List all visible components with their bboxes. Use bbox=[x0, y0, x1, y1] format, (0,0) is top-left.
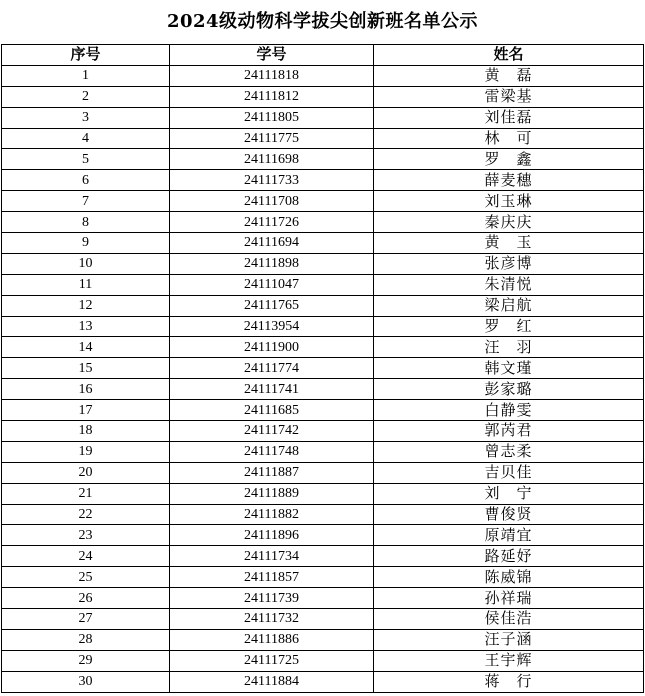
cell-name: 刘佳磊 bbox=[374, 107, 644, 128]
cell-student-id: 24111805 bbox=[170, 107, 374, 128]
cell-number: 5 bbox=[2, 149, 170, 170]
table-row bbox=[2, 671, 644, 692]
table-row bbox=[2, 629, 644, 650]
document-title: 2024级动物科学拔尖创新班名单公示 bbox=[166, 11, 479, 32]
cell-name: 彭家璐 bbox=[374, 379, 644, 400]
cell-number: 29 bbox=[2, 650, 170, 671]
cell-student-id: 24111047 bbox=[170, 274, 374, 295]
cell-number: 21 bbox=[2, 483, 170, 504]
table-row bbox=[2, 233, 644, 254]
table-row bbox=[2, 462, 644, 483]
cell-number: 22 bbox=[2, 504, 170, 525]
cell-name: 原靖宜 bbox=[374, 525, 644, 546]
table-row bbox=[2, 65, 644, 86]
cell-number: 15 bbox=[2, 358, 170, 379]
cell-number: 18 bbox=[2, 421, 170, 442]
cell-name: 梁启航 bbox=[374, 295, 644, 316]
table-row bbox=[2, 295, 644, 316]
cell-number: 10 bbox=[2, 253, 170, 274]
cell-number: 3 bbox=[2, 107, 170, 128]
cell-student-id: 24111900 bbox=[170, 337, 374, 358]
table-row bbox=[2, 379, 644, 400]
cell-name: 黄 磊 bbox=[374, 65, 644, 86]
cell-number: 27 bbox=[2, 609, 170, 630]
cell-number: 24 bbox=[2, 546, 170, 567]
cell-number: 1 bbox=[2, 65, 170, 86]
cell-number: 7 bbox=[2, 191, 170, 212]
cell-student-id: 24111734 bbox=[170, 546, 374, 567]
cell-name: 黄 玉 bbox=[374, 233, 644, 254]
cell-student-id: 24111774 bbox=[170, 358, 374, 379]
cell-student-id: 24111889 bbox=[170, 483, 374, 504]
cell-student-id: 24111818 bbox=[170, 65, 374, 86]
cell-name: 蒋 行 bbox=[374, 671, 644, 692]
cell-name: 林 可 bbox=[374, 128, 644, 149]
cell-name: 吉贝佳 bbox=[374, 462, 644, 483]
cell-student-id: 24111698 bbox=[170, 149, 374, 170]
table-row bbox=[2, 483, 644, 504]
cell-number: 26 bbox=[2, 588, 170, 609]
cell-number: 30 bbox=[2, 671, 170, 692]
cell-student-id: 24111884 bbox=[170, 671, 374, 692]
cell-name: 韩文瑾 bbox=[374, 358, 644, 379]
table-row bbox=[2, 86, 644, 107]
cell-number: 28 bbox=[2, 629, 170, 650]
cell-number: 19 bbox=[2, 441, 170, 462]
table-row bbox=[2, 421, 644, 442]
cell-student-id: 24111741 bbox=[170, 379, 374, 400]
cell-name: 张彦博 bbox=[374, 253, 644, 274]
cell-student-id: 24111732 bbox=[170, 609, 374, 630]
cell-student-id: 24111886 bbox=[170, 629, 374, 650]
cell-student-id: 24111882 bbox=[170, 504, 374, 525]
table-row bbox=[2, 609, 644, 630]
cell-student-id: 24111725 bbox=[170, 650, 374, 671]
roster-table-body bbox=[2, 65, 644, 692]
table-row bbox=[2, 212, 644, 233]
table-row bbox=[2, 650, 644, 671]
cell-student-id: 24113954 bbox=[170, 316, 374, 337]
cell-name: 汪 羽 bbox=[374, 337, 644, 358]
table-row bbox=[2, 316, 644, 337]
cell-number: 6 bbox=[2, 170, 170, 191]
cell-name: 孙祥瑞 bbox=[374, 588, 644, 609]
cell-number: 9 bbox=[2, 233, 170, 254]
table-row bbox=[2, 441, 644, 462]
table-row bbox=[2, 525, 644, 546]
cell-name: 路延妤 bbox=[374, 546, 644, 567]
cell-student-id: 24111857 bbox=[170, 567, 374, 588]
table-row bbox=[2, 253, 644, 274]
table-row bbox=[2, 546, 644, 567]
cell-name: 刘玉琳 bbox=[374, 191, 644, 212]
table-row bbox=[2, 358, 644, 379]
cell-name: 秦庆庆 bbox=[374, 212, 644, 233]
cell-name: 薛麦穗 bbox=[374, 170, 644, 191]
table-row bbox=[2, 107, 644, 128]
table-row bbox=[2, 567, 644, 588]
cell-number: 8 bbox=[2, 212, 170, 233]
cell-name: 陈威锦 bbox=[374, 567, 644, 588]
cell-name: 汪子涵 bbox=[374, 629, 644, 650]
cell-number: 13 bbox=[2, 316, 170, 337]
cell-student-id: 24111887 bbox=[170, 462, 374, 483]
table-row bbox=[2, 504, 644, 525]
roster-table bbox=[1, 44, 644, 693]
table-row bbox=[2, 170, 644, 191]
cell-number: 16 bbox=[2, 379, 170, 400]
cell-number: 20 bbox=[2, 462, 170, 483]
cell-name: 朱清悦 bbox=[374, 274, 644, 295]
cell-number: 12 bbox=[2, 295, 170, 316]
cell-student-id: 24111726 bbox=[170, 212, 374, 233]
cell-name: 侯佳浩 bbox=[374, 609, 644, 630]
table-row bbox=[2, 337, 644, 358]
table-row bbox=[2, 588, 644, 609]
table-row bbox=[2, 274, 644, 295]
cell-student-id: 24111765 bbox=[170, 295, 374, 316]
cell-number: 2 bbox=[2, 86, 170, 107]
cell-name: 雷梁基 bbox=[374, 86, 644, 107]
cell-name: 白静雯 bbox=[374, 400, 644, 421]
cell-student-id: 24111812 bbox=[170, 86, 374, 107]
cell-number: 23 bbox=[2, 525, 170, 546]
cell-student-id: 24111685 bbox=[170, 400, 374, 421]
cell-student-id: 24111748 bbox=[170, 441, 374, 462]
cell-name: 罗 鑫 bbox=[374, 149, 644, 170]
cell-student-id: 24111708 bbox=[170, 191, 374, 212]
cell-name: 罗 红 bbox=[374, 316, 644, 337]
cell-number: 11 bbox=[2, 274, 170, 295]
table-row bbox=[2, 191, 644, 212]
cell-number: 17 bbox=[2, 400, 170, 421]
cell-number: 25 bbox=[2, 567, 170, 588]
cell-student-id: 24111739 bbox=[170, 588, 374, 609]
table-row bbox=[2, 149, 644, 170]
cell-student-id: 24111775 bbox=[170, 128, 374, 149]
cell-student-id: 24111694 bbox=[170, 233, 374, 254]
table-row bbox=[2, 400, 644, 421]
column-header-number: 序号 bbox=[2, 45, 170, 66]
cell-name: 刘 宁 bbox=[374, 483, 644, 504]
column-header-student-id: 学号 bbox=[170, 45, 374, 66]
cell-name: 王宇辉 bbox=[374, 650, 644, 671]
cell-name: 曾志柔 bbox=[374, 441, 644, 462]
cell-number: 14 bbox=[2, 337, 170, 358]
cell-name: 郭芮君 bbox=[374, 421, 644, 442]
cell-student-id: 24111898 bbox=[170, 253, 374, 274]
cell-number: 4 bbox=[2, 128, 170, 149]
table-row bbox=[2, 128, 644, 149]
cell-student-id: 24111896 bbox=[170, 525, 374, 546]
cell-student-id: 24111742 bbox=[170, 421, 374, 442]
table-header-row bbox=[2, 45, 644, 66]
cell-student-id: 24111733 bbox=[170, 170, 374, 191]
cell-name: 曹俊贤 bbox=[374, 504, 644, 525]
column-header-name: 姓名 bbox=[374, 45, 644, 66]
